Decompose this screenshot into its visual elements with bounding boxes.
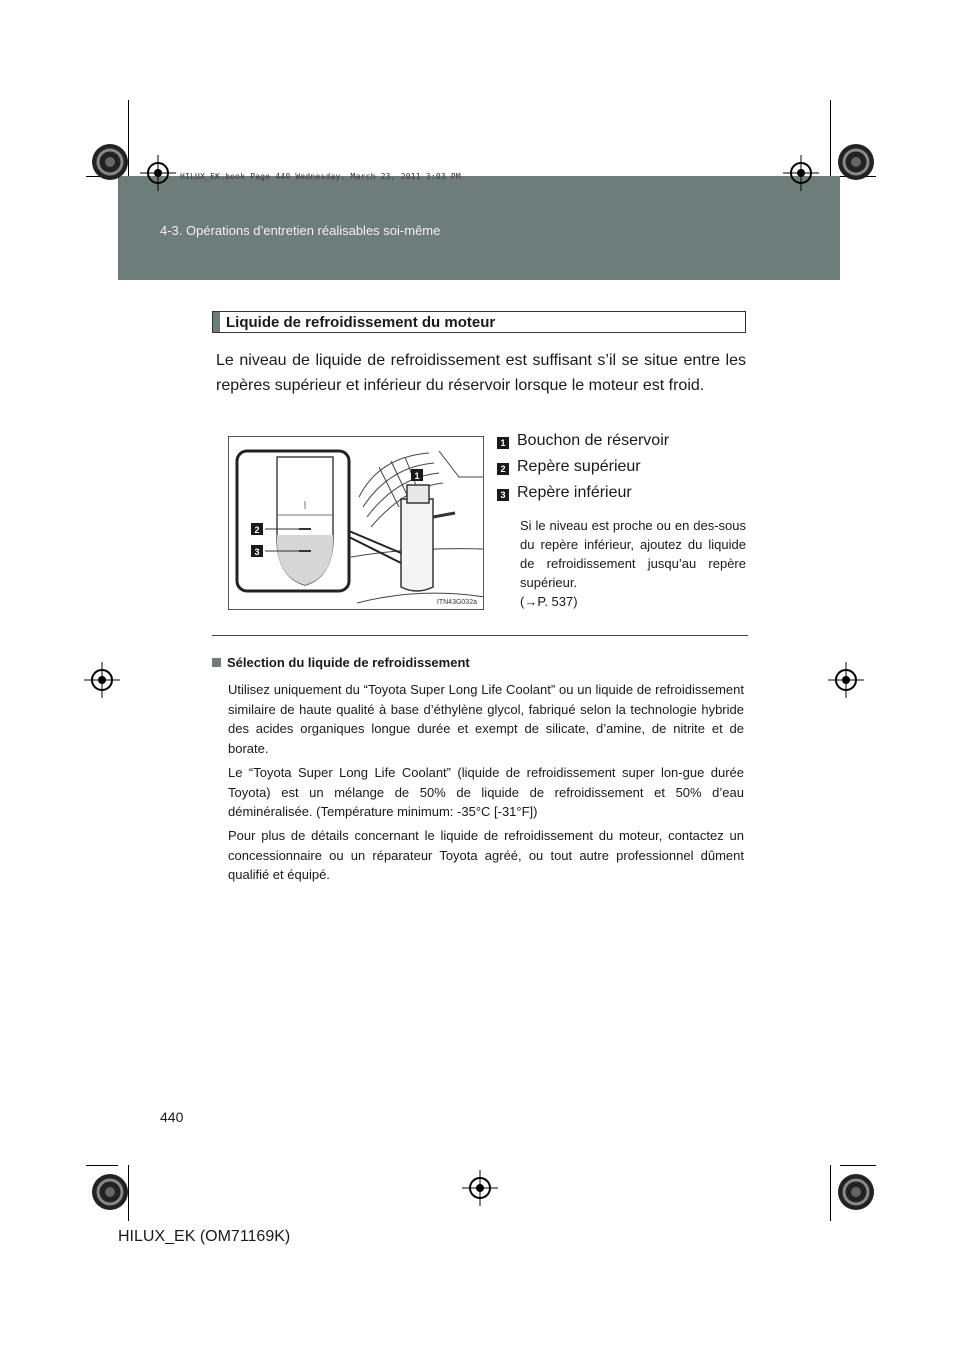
info-heading-text: Sélection du liquide de refroidissement (227, 655, 470, 670)
info-paragraph: Utilisez uniquement du “Toyota Super Long Life Coolant” ou un liquide de refroidissement similaire de haute qualité à base d’éthylène glycol, fabriqué selon la technologie hybride des acides organiques longue durée et exempt de silicate, d’amine, de nitrite et de borate. (228, 682, 744, 756)
figure-code: ITN43G032a (436, 599, 477, 606)
svg-text:1: 1 (414, 471, 420, 481)
section-heading: Liquide de refroidissement du moteur (226, 314, 496, 331)
info-paragraph: Le “Toyota Super Long Life Coolant” (liquide de refroidissement super lon-gue durée Toyota) est un mélange de 50% de liquide de refroidissement et 50% d’eau déminéralisée. (Température minimum: -35°C [-31°F]) (228, 765, 744, 819)
crosshair-mark-top-right (783, 155, 819, 191)
legend-label: Repère inférieur (517, 484, 632, 501)
svg-text:2: 2 (254, 525, 260, 535)
registration-mark-bottom-left (88, 1170, 132, 1214)
coolant-reservoir-figure (228, 436, 484, 610)
section-divider (212, 635, 748, 636)
legend-label: Bouchon de réservoir (517, 432, 670, 449)
bullet-square-icon (212, 658, 221, 667)
crosshair-mark-mid-left (84, 662, 120, 698)
page-reference-link[interactable]: (→P. 537) (520, 594, 578, 609)
info-paragraph: Pour plus de détails concernant le liquide de refroidissement du moteur, contactez un concessionnaire ou un réparateur Toyota agréé, ou tout autre professionnel dûment qualifié et équipé. (228, 828, 744, 882)
crosshair-mark-bottom-center (462, 1170, 498, 1206)
legend-badge: 1 (497, 437, 509, 449)
crosshair-mark-top-left (140, 155, 176, 191)
legend-badge: 2 (497, 463, 509, 475)
intro-paragraph: Le niveau de liquide de refroidissement est suffisant s’il se situe entre les repères supérieur et inférieur du réservoir lorsque le moteur est froid. (216, 352, 746, 394)
footer-model-id: HILUX_EK (OM71169K) (118, 1228, 291, 1245)
registration-mark-top-left (88, 140, 132, 184)
section-heading-box (212, 311, 746, 333)
info-heading (212, 655, 470, 670)
legend-label: Repère supérieur (517, 458, 641, 475)
refill-note-text: Si le niveau est proche ou en des-sous du repère inférieur, ajoutez du liquide de refroidissement jusqu’au repère supérieur. (520, 518, 746, 590)
page-number: 440 (160, 1109, 184, 1125)
coolant-reservoir-illustration (229, 437, 484, 610)
book-stamp: HILUX_EK.book Page 440 Wednesday, March 23, 2011 3:03 PM (180, 172, 461, 181)
crosshair-mark-mid-right (828, 662, 864, 698)
section-heading-bar (213, 312, 220, 332)
registration-mark-top-right (834, 140, 878, 184)
svg-text:3: 3 (254, 547, 260, 557)
legend-badge: 3 (497, 489, 509, 501)
refill-note (520, 516, 746, 611)
registration-mark-bottom-right (834, 1170, 878, 1214)
chapter-title: 4-3. Opérations d’entretien réalisables soi-même (160, 223, 441, 238)
header-band (118, 176, 840, 280)
